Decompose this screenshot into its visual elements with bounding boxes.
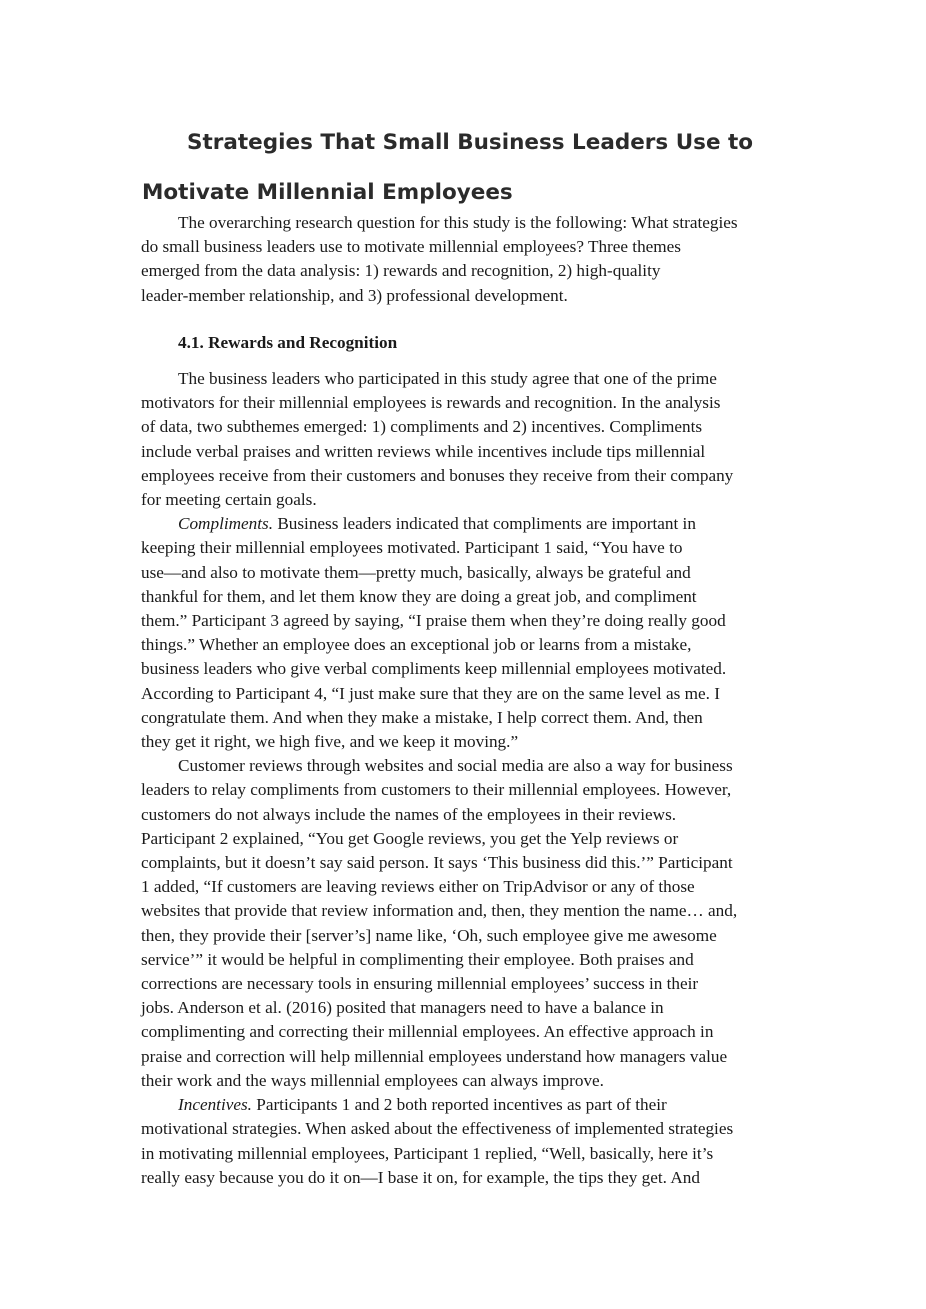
text-line: really easy because you do it on—I base it on, for example, the tips they get. And [141, 1167, 700, 1187]
text-line: Customer reviews through websites and social media are also a way for business [178, 756, 733, 776]
subtheme-label-compliments: Compliments. [178, 514, 274, 534]
text-line [141, 512, 801, 536]
text-line: congratulate them. And when they make a mistake, I help correct them. And, then [141, 707, 703, 727]
subtheme-label-incentives: Incentives. [178, 1095, 252, 1115]
text-line: keeping their millennial employees motivated. Participant 1 said, “You have to [141, 538, 683, 558]
text-line: complaints, but it doesn’t say said person. It says ‘This business did this.’” Participant [141, 853, 733, 873]
paragraph-incentives [141, 1093, 801, 1190]
text-line: corrections are necessary tools in ensuring millennial employees’ success in their [141, 974, 699, 994]
text-line [141, 1093, 801, 1117]
text-line: praise and correction will help millennial employees understand how managers value [141, 1046, 728, 1066]
intro-text [141, 211, 801, 308]
text-line: According to Participant 4, “I just make sure that they are on the same level as me. I [141, 683, 720, 703]
page-title [142, 118, 802, 218]
text-line: leaders to relay compliments from customers to their millennial employees. However, [141, 780, 732, 800]
text-line: employees receive from their customers and bonuses they receive from their company [141, 465, 734, 485]
text-line: do small business leaders use to motivate millennial employees? Three themes [141, 237, 681, 257]
text-line: they get it right, we high five, and we keep it moving.” [141, 732, 519, 752]
paragraph-compliments [141, 512, 801, 754]
text-line: The overarching research question for this study is the following: What strategies [178, 213, 738, 232]
text-fragment: Business leaders indicated that compliments are important in [273, 514, 696, 534]
text-line: for meeting certain goals. [141, 490, 317, 510]
text-line: use—and also to motivate them—pretty much, basically, always be grateful and [141, 562, 691, 582]
text-line: service’” it would be helpful in complimenting their employee. Both praises and [141, 949, 694, 969]
text-line: customers do not always include the names of the employees in their reviews. [141, 804, 677, 824]
title-line-2: Motivate Millennial Employees [142, 180, 513, 205]
text-line: then, they provide their [server’s] name like, ‘Oh, such employee give me awesome [141, 925, 717, 945]
section-heading: 4.1. Rewards and Recognition [178, 333, 398, 352]
title-line-1: Strategies That Small Business Leaders Use to [187, 130, 754, 155]
section-body [141, 367, 801, 1190]
text-line: The business leaders who participated in this study agree that one of the prime [178, 369, 717, 388]
paragraph-customer-reviews [141, 754, 801, 1093]
text-line: things.” Whether an employee does an exceptional job or learns from a mistake, [141, 635, 692, 655]
text-line: Participant 2 explained, “You get Google reviews, you get the Yelp reviews or [141, 828, 679, 848]
text-line: of data, two subthemes emerged: 1) compliments and 2) incentives. Compliments [141, 417, 703, 437]
text-line: complimenting and correcting their millennial employees. An effective approach in [141, 1022, 714, 1042]
paragraph-rewards [141, 367, 801, 512]
intro-paragraph [141, 211, 801, 308]
text-line: thankful for them, and let them know they are doing a great job, and compliment [141, 586, 697, 606]
text-line: emerged from the data analysis: 1) rewards and recognition, 2) high-quality [141, 261, 661, 281]
text-line: include verbal praises and written reviews while incentives include tips millennial [141, 441, 706, 461]
text-line: leader-member relationship, and 3) professional development. [141, 285, 568, 305]
text-line: business leaders who give verbal compliments keep millennial employees motivated. [141, 659, 727, 679]
text-line: 1 added, “If customers are leaving reviews either on TripAdvisor or any of those [141, 877, 695, 897]
text-line: their work and the ways millennial employees can always improve. [141, 1070, 604, 1090]
text-fragment: Participants 1 and 2 both reported incentives as part of their [251, 1095, 667, 1115]
text-line: them.” Participant 3 agreed by saying, “I praise them when they’re doing really good [141, 611, 726, 631]
text-line: jobs. Anderson et al. (2016) posited that managers need to have a balance in [141, 998, 664, 1018]
text-line: websites that provide that review information and, then, they mention the name… and, [141, 901, 738, 921]
text-line: motivational strategies. When asked about the effectiveness of implemented strategies [141, 1119, 734, 1139]
text-line: in motivating millennial employees, Participant 1 replied, “Well, basically, here it’s [141, 1143, 714, 1163]
text-line: motivators for their millennial employees is rewards and recognition. In the analysis [141, 393, 721, 413]
